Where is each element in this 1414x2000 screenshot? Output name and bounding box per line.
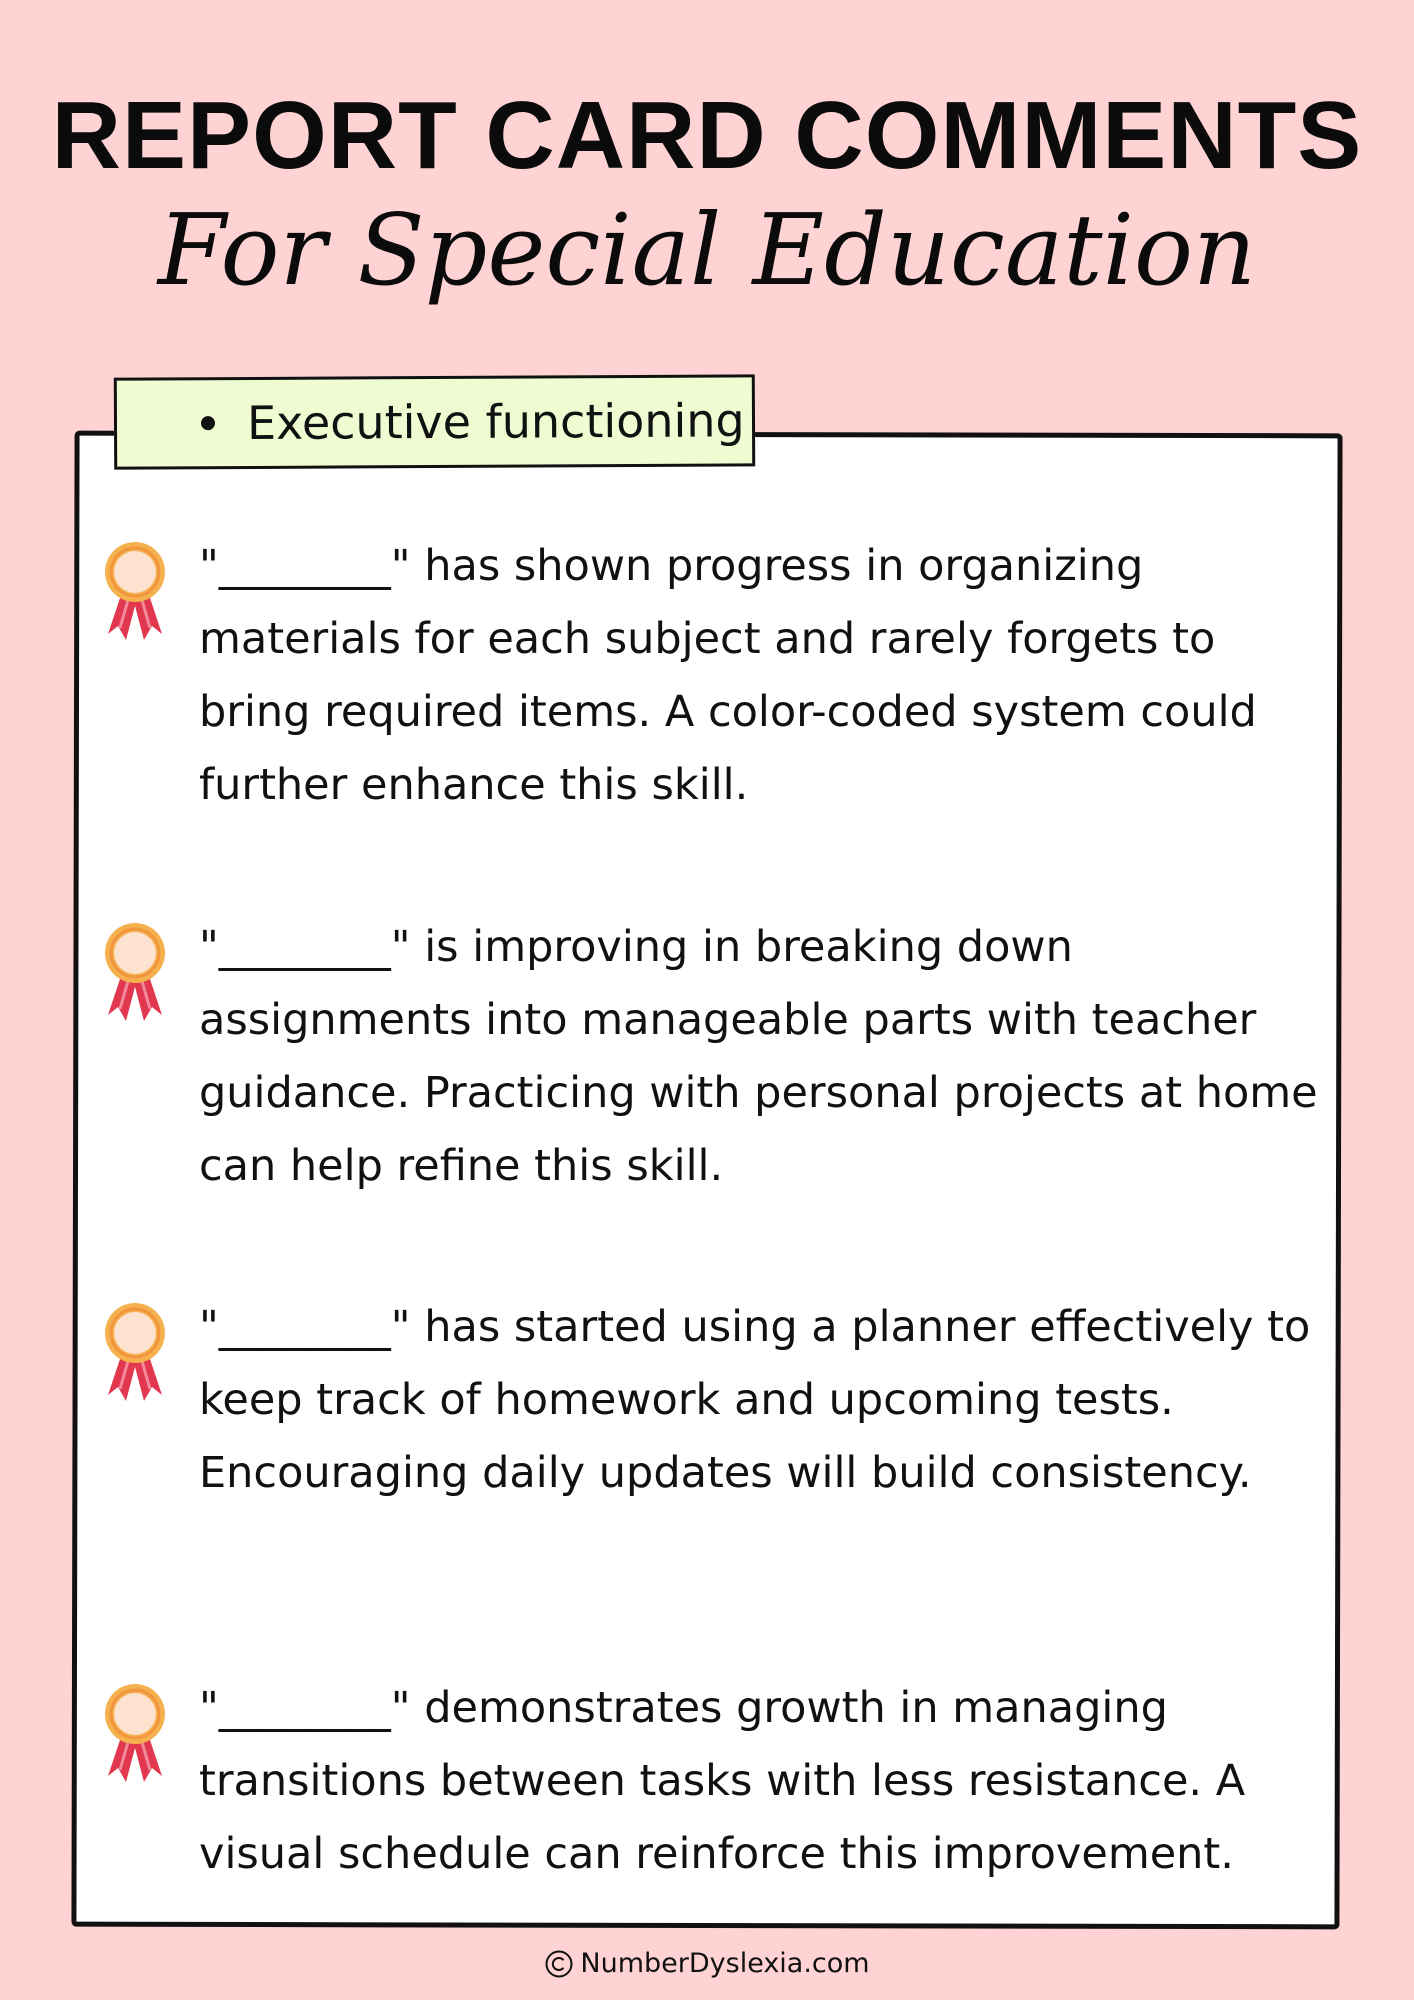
footer-credit [0, 1948, 1414, 1979]
section-label: Executive functioning [246, 393, 745, 450]
comment-text: "________" has started using a planner effectively to keep track of homework and upcoming tests. Encouraging daily updates will build consistency. [199, 1302, 1311, 1498]
comment-text: "________" has shown progress in organizing materials for each subject and rarely forgets to bring required items. A color-coded system could further enhance this skill. [199, 541, 1257, 810]
award-ribbon-icon [100, 1301, 170, 1405]
copyright-icon [544, 1949, 574, 1979]
award-ribbon-icon [100, 540, 170, 644]
page-subtitle: For Special Education [157, 194, 1257, 308]
page-title: REPORT CARD COMMENTS [51, 82, 1363, 189]
award-ribbon-icon [100, 1682, 170, 1786]
bullet-icon [201, 416, 215, 430]
award-ribbon-icon [100, 921, 170, 1025]
comment-text: "________" is improving in breaking down assignments into manageable parts with teacher guidance. Practicing with personal projects at home can help refine this skill. [199, 922, 1318, 1191]
comment-text: "________" demonstrates growth in managing transitions between tasks with less resistance. A visual schedule can reinforce this improvement. [199, 1683, 1246, 1879]
footer-text: NumberDyslexia.com [580, 1948, 870, 1979]
section-tag [114, 374, 755, 469]
